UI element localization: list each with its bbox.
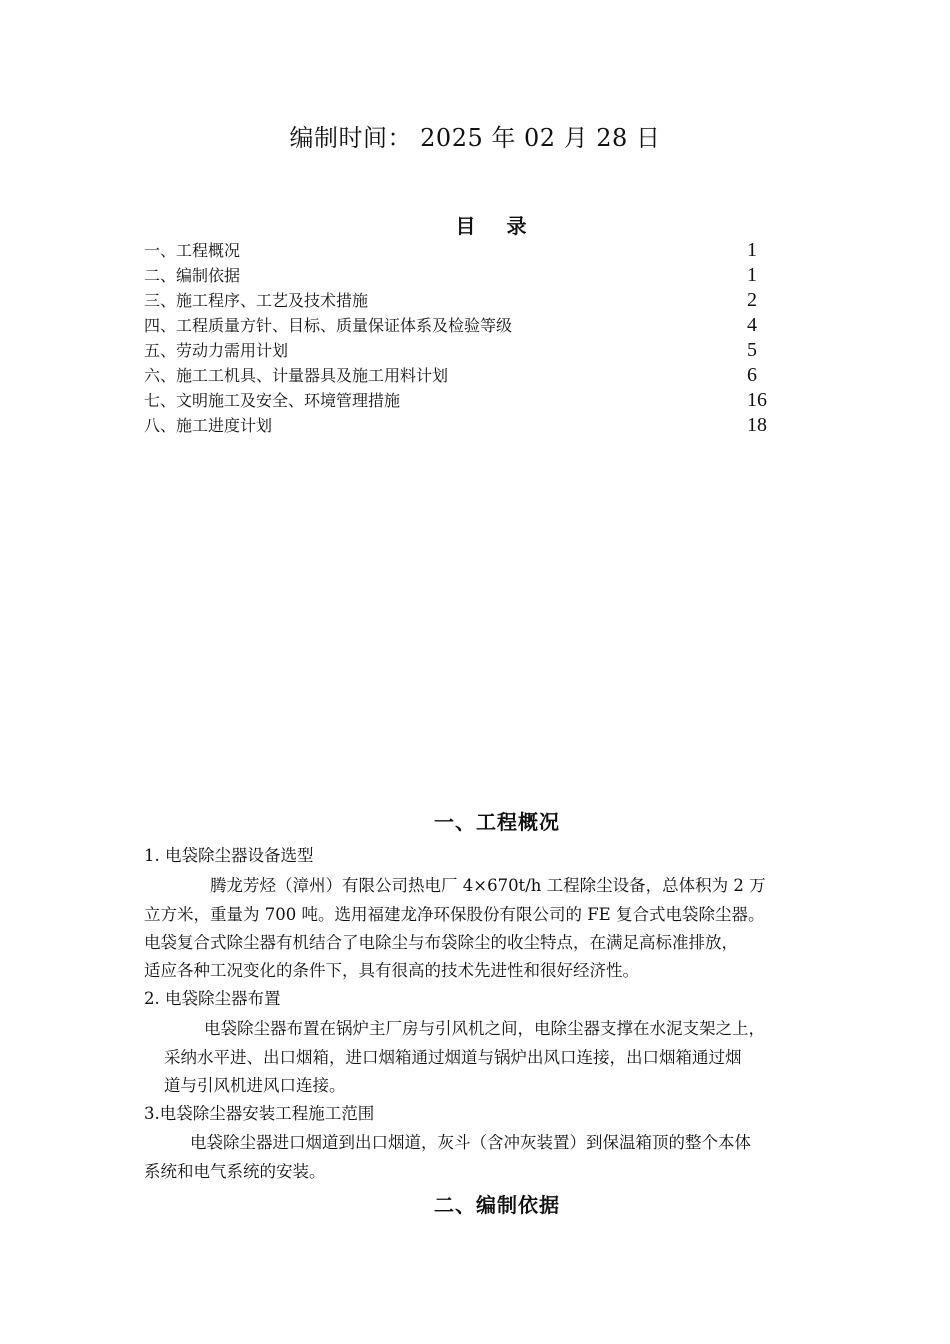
section-title-overview: 一、工程概况 (434, 810, 560, 834)
paragraph-line: 电袋除尘器进口烟道到出口烟道，灰斗（含冲灰装置）到保温箱顶的整个本体 (190, 1133, 751, 1152)
toc-item-page: 2 (747, 289, 757, 311)
toc-item-label: 一、工程概况 (144, 241, 241, 260)
toc-item-page: 1 (747, 239, 757, 261)
toc-item-page: 18 (747, 414, 767, 436)
toc-item-label: 七、文明施工及安全、环境管理措施 (144, 391, 401, 410)
toc-item[interactable] (144, 413, 784, 438)
toc-item-page: 1 (747, 264, 757, 286)
compile-date: 编制时间： 2025 年 02 月 28 日 (289, 124, 661, 152)
paragraph-line: 适应各种工况变化的条件下，具有很高的技术先进性和很好经济性。 (144, 961, 639, 980)
toc-item-label: 四、工程质量方针、目标、质量保证体系及检验等级 (144, 316, 513, 335)
toc-item[interactable] (144, 288, 784, 313)
paragraph-line: 立方米，重量为 700 吨。选用福建龙净环保股份有限公司的 FE 复合式电袋除尘器。 (144, 905, 765, 924)
toc-item[interactable] (144, 388, 784, 413)
toc-item[interactable] (144, 338, 784, 363)
toc-item[interactable] (144, 238, 784, 263)
subheading-construction-scope: 3.电袋除尘器安装工程施工范围 (144, 1104, 375, 1123)
toc-item-label: 八、施工进度计划 (144, 416, 273, 435)
toc-item-page: 16 (747, 389, 767, 411)
toc-item-label: 五、劳动力需用计划 (144, 341, 289, 360)
toc-item[interactable] (144, 313, 784, 338)
toc-item-page: 6 (747, 364, 757, 386)
subheading-layout: 2. 电袋除尘器布置 (144, 989, 281, 1008)
toc-item-label: 六、施工工机具、计量器具及施工用料计划 (144, 366, 449, 385)
toc-item-label: 三、施工程序、工艺及技术措施 (144, 291, 369, 310)
subheading-equipment-selection: 1. 电袋除尘器设备选型 (144, 846, 314, 865)
toc-item[interactable] (144, 363, 784, 388)
toc-item-label: 二、编制依据 (144, 266, 241, 285)
section-title-basis: 二、编制依据 (434, 1193, 560, 1217)
paragraph-line: 电袋除尘器布置在锅炉主厂房与引风机之间，电除尘器支撑在水泥支架之上， (204, 1019, 765, 1038)
paragraph-line: 采纳水平进、出口烟箱，进口烟箱通过烟道与锅炉出风口连接，出口烟箱通过烟 (164, 1048, 742, 1067)
paragraph-line: 电袋复合式除尘器有机结合了电除尘与布袋除尘的收尘特点，在满足高标准排放， (144, 933, 738, 952)
table-of-contents (144, 238, 784, 438)
toc-item-page: 5 (747, 339, 757, 361)
paragraph-line: 系统和电气系统的安装。 (144, 1162, 326, 1181)
toc-item-page: 4 (747, 314, 757, 336)
paragraph-line: 腾龙芳烃（漳州）有限公司热电厂 4×670t/h 工程除尘设备，总体积为 2 万 (210, 876, 766, 895)
toc-item[interactable] (144, 263, 784, 288)
paragraph-line: 道与引风机进风口连接。 (164, 1076, 346, 1095)
toc-title: 目 录 (455, 214, 539, 238)
